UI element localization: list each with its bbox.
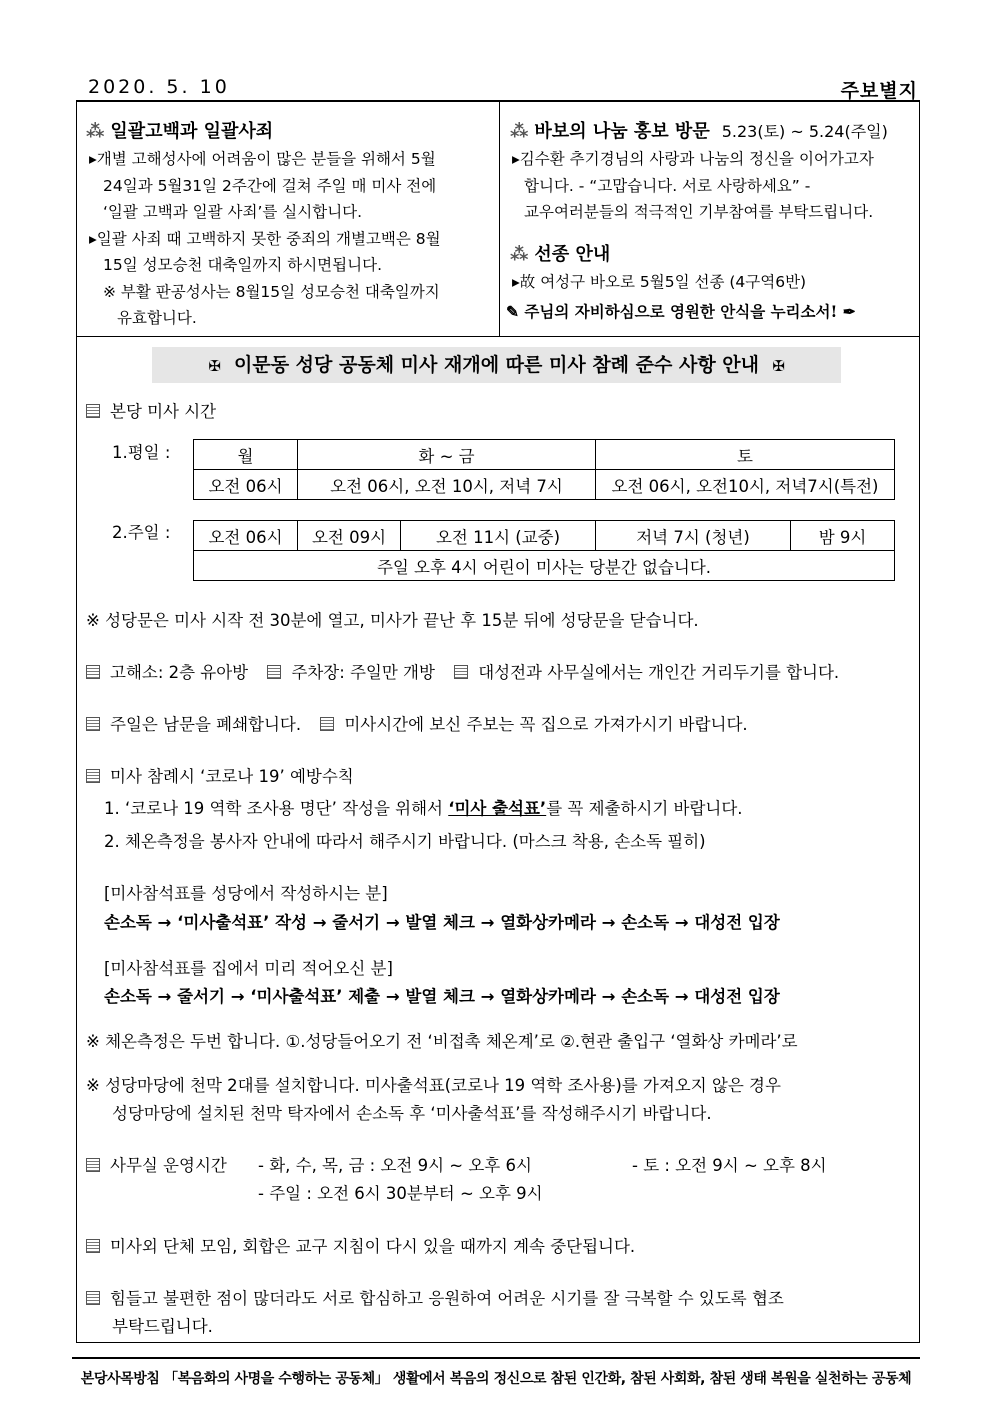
prayer-line: ✎ 주님의 자비하심으로 영원한 안식을 누리소서! ✒ bbox=[506, 302, 856, 321]
temperature-notice: ※ 체온측정은 두번 합니다. ①.성당들어오기 전 ‘비접촉 체온계’로 ②.현관 출입구 ‘열화상 카메라’로 bbox=[86, 1032, 798, 1051]
square-bullet-icon bbox=[86, 769, 100, 783]
square-bullet-icon bbox=[86, 1158, 100, 1172]
square-bullet-icon bbox=[86, 1239, 100, 1253]
meeting-notice: 미사외 단체 모임, 회합은 교구 지침이 다시 있을 때까지 계속 중단됩니다. bbox=[86, 1233, 635, 1257]
flow2-steps: 손소독 → 줄서기 → ‘미사출석표’ 제출 → 발열 체크 → 열화상카메라 → 손소독 → 대성전 입장 bbox=[104, 987, 780, 1006]
weekday-head-cell: 화 ~ 금 bbox=[298, 440, 596, 470]
quill-icon: ✒ bbox=[842, 302, 856, 321]
square-bullet-icon bbox=[454, 665, 468, 679]
tent-notice-1: ※ 성당마당에 천막 2대를 설치합니다. 미사출석표(코로나 19 역학 조사용)를 가져오지 않은 경우 bbox=[86, 1076, 781, 1095]
sunday-time-cell: 밤 9시 bbox=[791, 521, 895, 551]
weekday-table bbox=[193, 439, 895, 500]
covid-rule-1: 1. ‘코로나 19 역학 조사용 명단’ 작성을 위해서 ‘미사 출석표’를 꼭 제출하시기 바랍니다. bbox=[104, 799, 743, 818]
bulletin-title: 주보별지 bbox=[840, 80, 918, 102]
confession-text: ▸개별 고해성사에 어려움이 많은 분들을 위해서 5월 24일과 5월31일 2주간에 걸쳐 주일 매 미사 전에 ‘일괄 고백과 일괄 사죄’를 실시합니다. ▸일괄 사죄 때 고백하지 못한 중죄의 개별고백은 8월 15일 성모승천 대축일까지 하시면됩니다. ※ 부활 판공성사는 8월15일 성모승천 대축일까지 유효합니다. bbox=[89, 150, 441, 327]
bulletin-date: 2020. 5. 10 bbox=[88, 76, 230, 98]
guidance-banner: ✠ 이문동 성당 공동체 미사 재개에 따른 미사 참례 준수 사항 안내 ✠ bbox=[152, 347, 841, 383]
visit-section-title: ⁂ 바보의 나눔 홍보 방문 5.23(토) ~ 5.24(주일) bbox=[510, 121, 888, 142]
flow1-title: [미사참석표를 성당에서 작성하시는 분] bbox=[104, 884, 388, 903]
door-notice: ※ 성당문은 미사 시작 전 30분에 열고, 미사가 끝난 후 15분 뒤에 성당문을 닫습니다. bbox=[86, 611, 699, 630]
mass-time-heading: 본당 미사 시간 bbox=[86, 398, 216, 422]
footer-rule bbox=[72, 1357, 920, 1359]
weekday-time-cell: 오전 06시 bbox=[194, 470, 298, 500]
sunday-label: 2.주일 : bbox=[112, 523, 171, 542]
office-hours-saturday: - 토 : 오전 9시 ~ 오후 8시 bbox=[632, 1156, 827, 1175]
square-bullet-icon bbox=[86, 717, 100, 731]
covid-rule-2: 2. 체온측정을 봉사자 안내에 따라서 해주시기 바랍니다. (마스크 착용, 손소독 필히) bbox=[104, 832, 706, 851]
weekday-head-cell: 토 bbox=[596, 440, 895, 470]
closing-request-1: 힘들고 불편한 점이 많더라도 서로 합심하고 응원하여 어려운 시기를 잘 극복할 수 있도록 협조 bbox=[86, 1285, 784, 1309]
funeral-section-title: ⁂ 선종 안내 bbox=[510, 244, 611, 265]
flow2-title: [미사참석표를 집에서 미리 적어오신 분] bbox=[104, 959, 393, 978]
weekday-label: 1.평일 : bbox=[112, 443, 171, 462]
flow1-steps: 손소독 → ‘미사출석표’ 작성 → 줄서기 → 발열 체크 → 열화상카메라 → 손소독 → 대성전 입장 bbox=[104, 913, 780, 932]
sunday-time-cell: 오전 09시 bbox=[298, 521, 401, 551]
sunday-time-cell: 오전 06시 bbox=[194, 521, 298, 551]
sunday-table bbox=[193, 520, 895, 581]
sunday-time-cell: 오전 11시 (교중) bbox=[401, 521, 596, 551]
candle-icon: ✎ bbox=[506, 302, 519, 321]
sparkle-icon: ⁂ bbox=[510, 244, 529, 265]
tent-notice-2: 성당마당에 설치된 천막 탁자에서 손소독 후 ‘미사출석표’를 작성해주시기 바랍니다. bbox=[112, 1104, 712, 1123]
square-bullet-icon bbox=[86, 1291, 100, 1305]
square-bullet-icon bbox=[86, 404, 100, 418]
cross-icon: ✠ bbox=[772, 357, 785, 375]
office-hours-weekday: - 화, 수, 목, 금 : 오전 9시 ~ 오후 6시 bbox=[258, 1156, 532, 1175]
news-box-divider bbox=[499, 102, 500, 336]
parish-motto: 본당사목방침 「복음화의 사명을 수행하는 공동체」 생활에서 복음의 정신으로 참된 인간화, 참된 사회화, 참된 생태 복원을 실천하는 공동체 bbox=[80, 1371, 912, 1387]
sparkle-icon: ⁂ bbox=[510, 121, 529, 142]
office-hours: 사무실 운영시간 bbox=[86, 1152, 227, 1176]
square-bullet-icon bbox=[267, 665, 281, 679]
sparkle-icon: ⁂ bbox=[86, 121, 105, 142]
weekday-head-cell: 월 bbox=[194, 440, 298, 470]
office-hours-sunday: - 주일 : 오전 6시 30분부터 ~ 오후 9시 bbox=[258, 1184, 543, 1203]
square-bullet-icon bbox=[86, 665, 100, 679]
cross-icon: ✠ bbox=[208, 357, 221, 375]
visit-text: ▸김수환 추기경님의 사랑과 나눔의 정신을 이어가고자 합니다. - “고맙습니다. 서로 사랑하세요” - 교우여러분들의 적극적인 기부참여를 부탁드립니다. bbox=[512, 150, 874, 221]
sunday-note-cell: 주일 오후 4시 어린이 미사는 당분간 없습니다. bbox=[194, 551, 895, 581]
funeral-text: ▸故 여성구 바오로 5월5일 선종 (4구역6반) bbox=[512, 273, 807, 291]
confession-section-title: ⁂ 일괄고백과 일괄사죄 bbox=[86, 121, 274, 142]
weekday-time-cell: 오전 06시, 오전 10시, 저녁 7시 bbox=[298, 470, 596, 500]
gate-notice: 주일은 남문을 폐쇄합니다. 미사시간에 보신 주보는 꼭 집으로 가져가시기 바랍니다. bbox=[86, 711, 748, 735]
covid-heading: 미사 참례시 ‘코로나 19’ 예방수칙 bbox=[86, 763, 354, 787]
sunday-time-cell: 저녁 7시 (청년) bbox=[596, 521, 791, 551]
closing-request-2: 부탁드립니다. bbox=[112, 1317, 213, 1336]
weekday-time-cell: 오전 06시, 오전10시, 저녁7시(특전) bbox=[596, 470, 895, 500]
facility-notice: 고해소: 2층 유아방 주차장: 주일만 개방 대성전과 사무실에서는 개인간 거리두기를 합니다. bbox=[86, 659, 839, 683]
square-bullet-icon bbox=[320, 717, 334, 731]
